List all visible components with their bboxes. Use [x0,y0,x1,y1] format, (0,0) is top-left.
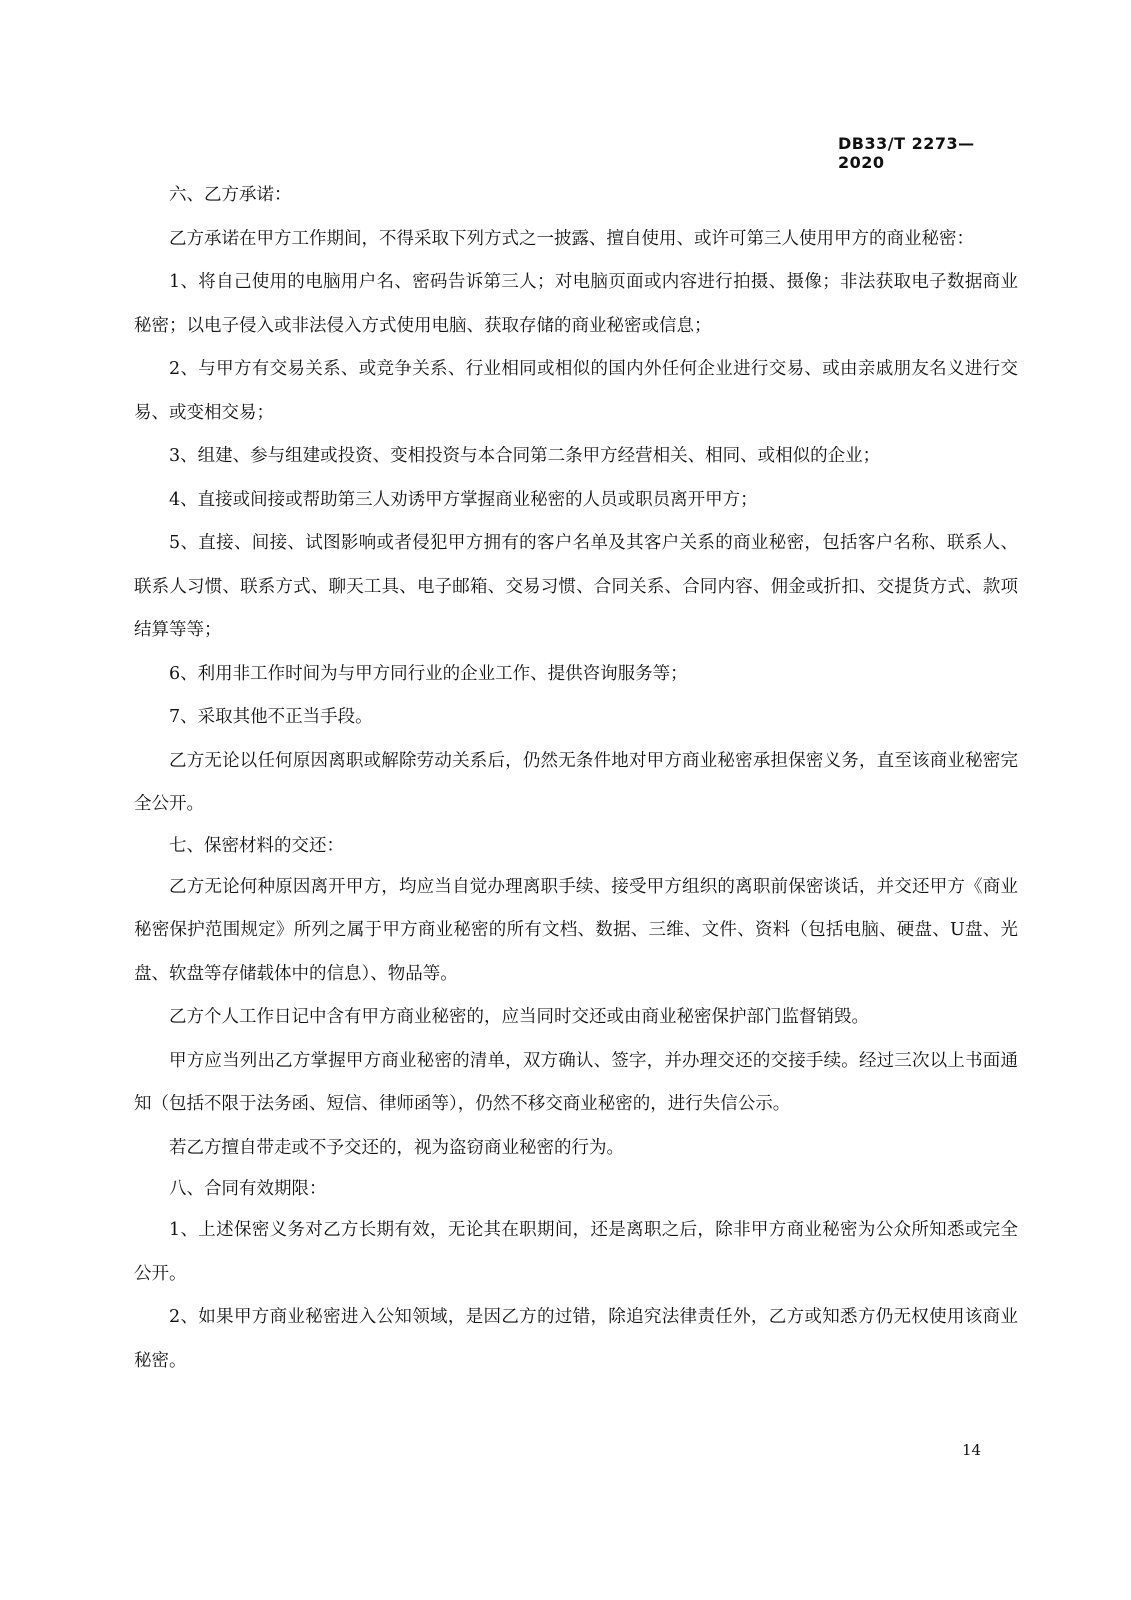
section-heading-8: 八、合同有效期限： [169,1179,327,1199]
list-item-3: 3、组建、参与组建或投资、变相投资与本合同第二条甲方经营相关、相同、或相似的企业； [169,446,881,466]
list-item-1: 1、上述保密义务对乙方长期有效，无论其在职期间，还是离职之后，除非甲方商业秘密为公众所知悉或完全公开。 [134,1220,1018,1284]
paragraph: 乙方无论何种原因离开甲方，均应当自觉办理离职手续、接受甲方组织的离职前保密谈话，并交还甲方《商业秘密保护范围规定》所列之属于甲方商业秘密的所有文档、数据、三维、文件、资料（包括电脑、硬盘、U盘、光盘、软盘等存储载体中的信息）、物品等。 [134,876,1018,984]
page-number: 14 [962,1441,982,1459]
document-code: DB33/T 2273—2020 [838,134,975,172]
list-item-6: 6、利用非工作时间为与甲方同行业的企业工作、提供咨询服务等； [169,663,688,684]
list-item-2: 2、与甲方有交易关系、或竞争关系、行业相同或相似的国内外任何企业进行交易、或由亲戚朋友名义进行交易、或变相交易； [134,359,1018,423]
paragraph: 若乙方擅自带走或不予交还的，视为盗窃商业秘密的行为。 [169,1137,624,1158]
paragraph: 乙方承诺在甲方工作期间，不得采取下列方式之一披露、擅自使用、或许可第三人使用甲方的商业秘密： [169,228,974,249]
section-heading-7: 七、保密材料的交还： [169,835,344,856]
document-body [134,174,1018,1383]
list-item-4: 4、直接或间接或帮助第三人劝诱甲方掌握商业秘密的人员或职员离开甲方； [169,489,758,510]
list-item-2: 2、如果甲方商业秘密进入公知领域，是因乙方的过错，除追究法律责任外，乙方或知悉方仍无权使用该商业秘密。 [134,1307,1018,1371]
paragraph: 乙方个人工作日记中含有甲方商业秘密的，应当同时交还或由商业秘密保护部门监督销毁。 [169,1007,869,1027]
paragraph: 乙方无论以任何原因离职或解除劳动关系后，仍然无条件地对甲方商业秘密承担保密义务，直至该商业秘密完全公开。 [134,750,1018,814]
list-item-1: 1、将自己使用的电脑用户名、密码告诉第三人；对电脑页面或内容进行拍摄、摄像；非法获取电子数据商业秘密；以电子侵入或非法侵入方式使用电脑、获取存储的商业秘密或信息； [134,272,1018,336]
list-item-7: 7、采取其他不正当手段。 [169,707,373,727]
paragraph: 甲方应当列出乙方掌握甲方商业秘密的清单，双方确认、签字，并办理交还的交接手续。经过三次以上书面通知（包括不限于法务函、短信、律师函等），仍然不移交商业秘密的，进行失信公示。 [134,1050,1018,1114]
list-item-5: 5、直接、间接、试图影响或者侵犯甲方拥有的客户名单及其客户关系的商业秘密，包括客户名称、联系人、联系人习惯、联系方式、聊天工具、电子邮箱、交易习惯、合同关系、合同内容、佣金或折扣、交提货方式、款项结算等等； [134,533,1018,640]
section-heading-6: 六、乙方承诺： [169,185,292,205]
